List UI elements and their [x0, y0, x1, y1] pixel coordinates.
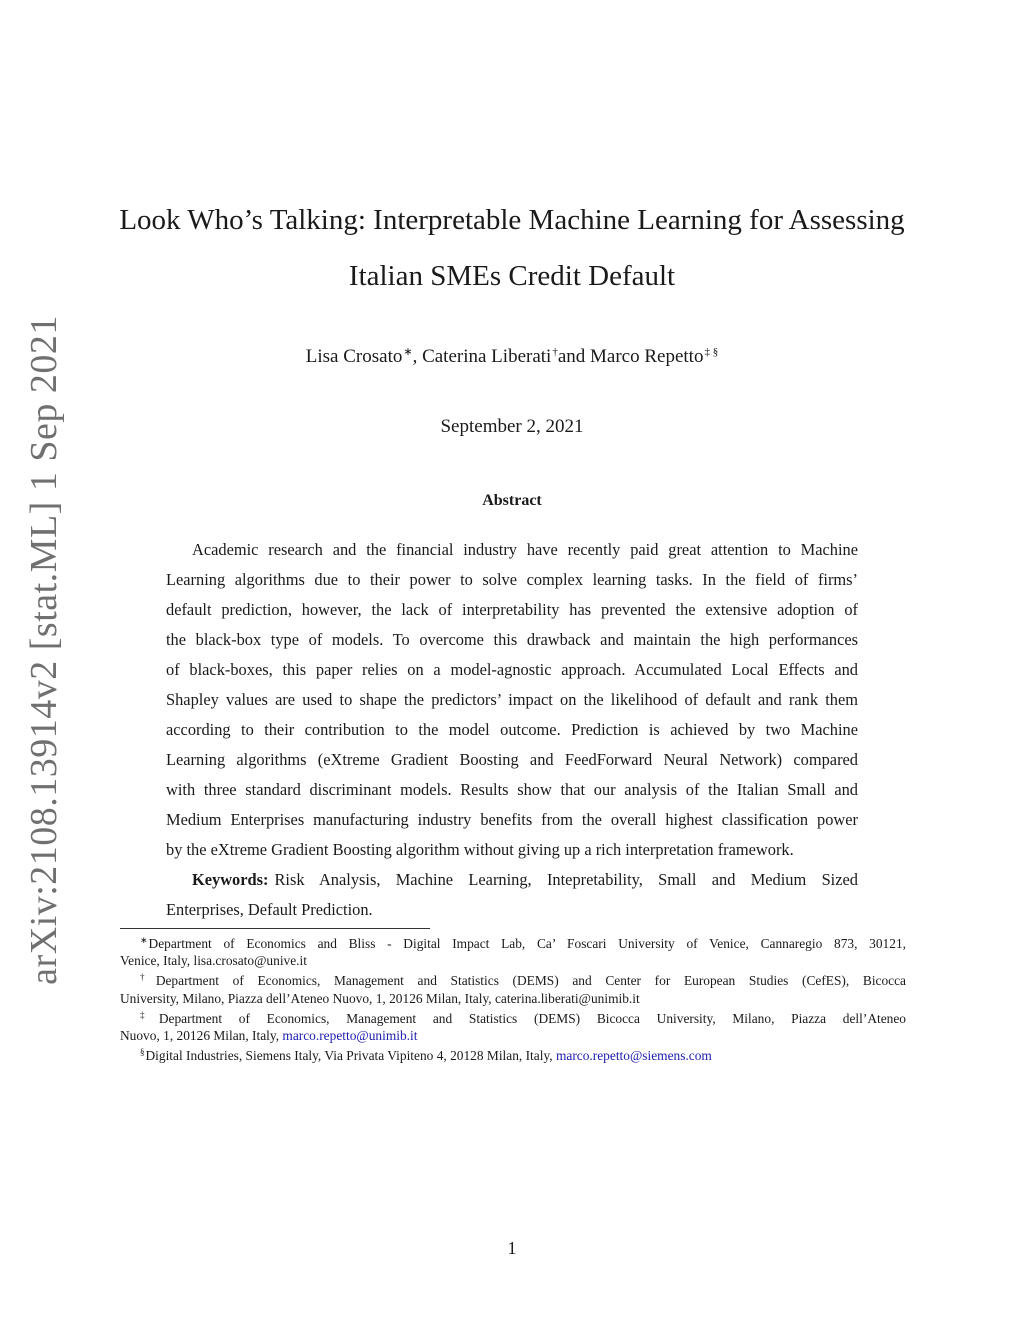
keywords-text: Risk Analysis, Machine Learning, Intepretability, Small and Medium Sized	[274, 870, 858, 889]
footnote-mark: ∗	[140, 935, 148, 945]
footnote-line	[120, 1007, 906, 1027]
abstract-line: default prediction, however, the lack of interpretability has prevented the extensive adoption of	[166, 600, 858, 619]
footnote	[120, 932, 906, 969]
footnote-line	[120, 1044, 906, 1064]
abstract-line: by the eXtreme Gradient Boosting algorithm without giving up a rich interpretation framework.	[166, 840, 794, 859]
abstract-line: Academic research and the financial industry have recently paid great attention to Machine	[192, 540, 858, 559]
author-footnote-mark: †	[552, 346, 558, 358]
abstract-line: Medium Enterprises manufacturing industry benefits from the overall highest classification power	[166, 810, 858, 829]
abstract-line: of black-boxes, this paper relies on a model-agnostic approach. Accumulated Local Effects and	[166, 660, 858, 679]
keywords-line: Enterprises, Default Prediction.	[166, 900, 373, 919]
email-link-siemens[interactable]: marco.repetto@siemens.com	[555, 1048, 712, 1064]
footnote-mark: ‡	[140, 1009, 158, 1020]
footnote-mark: †	[140, 972, 155, 983]
footnote-text: Digital Industries, Siemens Italy, Via Privata Vipiteno 4, 20128 Milan, Italy,	[145, 1048, 556, 1064]
abstract-line: with three standard discriminant models. Results show that our analysis of the Italian Small and	[166, 780, 858, 799]
footnote-line	[120, 932, 906, 952]
footnote-text: Nuovo, 1, 20126 Milan, Italy,	[120, 1028, 283, 1044]
footnote-text: Department of Economics, Management and Statistics (DEMS) and Center for European Studies (CefES), Bicocca	[155, 973, 907, 989]
footnote-line	[120, 969, 906, 989]
abstract-line: the black-box type of models. To overcome this drawback and maintain the high performances	[166, 630, 858, 649]
footnote-mark: §	[140, 1047, 145, 1058]
title-line-1: Look Who’s Talking: Interpretable Machine Learning for Assessing	[119, 204, 905, 236]
footnote	[120, 1007, 906, 1044]
footnote-text: Department of Economics, Management and Statistics (DEMS) Bicocca University, Milano, Piazza dell’Ateneo	[158, 1010, 906, 1026]
paper-title	[110, 192, 914, 304]
footnote-line	[120, 1027, 906, 1044]
author-footnote-mark: ∗	[403, 346, 413, 358]
footnote-line: Venice, Italy, lisa.crosato@unive.it	[120, 953, 307, 969]
keywords-label: Keywords:	[192, 870, 269, 889]
abstract-line: Shapley values are used to shape the predictors’ impact on the likelihood of default and rank them	[166, 690, 858, 709]
publication-date: September 2, 2021	[440, 416, 584, 437]
abstract-body	[166, 535, 858, 925]
arxiv-identifier-stamp: arXiv:2108.13914v2 [stat.ML] 1 Sep 2021	[23, 315, 65, 985]
author-separator: and	[557, 346, 591, 367]
footnote-line: University, Milano, Piazza dell’Ateneo Nuovo, 1, 20126 Milan, Italy, caterina.liberati@unimib.it	[120, 990, 640, 1006]
author-list	[110, 345, 914, 368]
abstract-line: Learning algorithms due to their power to solve complex learning tasks. In the field of firms’	[166, 570, 858, 589]
footnote	[120, 969, 906, 1006]
author-name: Caterina Liberati	[422, 346, 552, 367]
abstract-line: according to their contribution to the model outcome. Prediction is achieved by two Machine	[166, 720, 858, 739]
footnotes	[120, 932, 906, 1064]
title-line-2: Italian SMEs Credit Default	[348, 260, 676, 292]
abstract-heading: Abstract	[482, 492, 542, 509]
footnote-text: Department of Economics and Bliss - Digital Impact Lab, Ca’ Foscari University of Venice, Cannaregio 873, 30121,	[148, 936, 906, 951]
author-name: Marco Repetto	[590, 346, 704, 367]
footnote-divider	[120, 928, 430, 929]
author-name: Lisa Crosato	[305, 346, 403, 367]
page-number: 1	[507, 1238, 517, 1258]
keywords-line	[166, 865, 858, 895]
author-separator: ,	[412, 346, 423, 367]
author-footnote-mark: ‡ §	[704, 346, 719, 358]
footnote	[120, 1044, 906, 1064]
email-link-unimib[interactable]: marco.repetto@unimib.it	[282, 1028, 418, 1044]
abstract-line: Learning algorithms (eXtreme Gradient Boosting and FeedForward Neural Network) compared	[166, 750, 858, 769]
